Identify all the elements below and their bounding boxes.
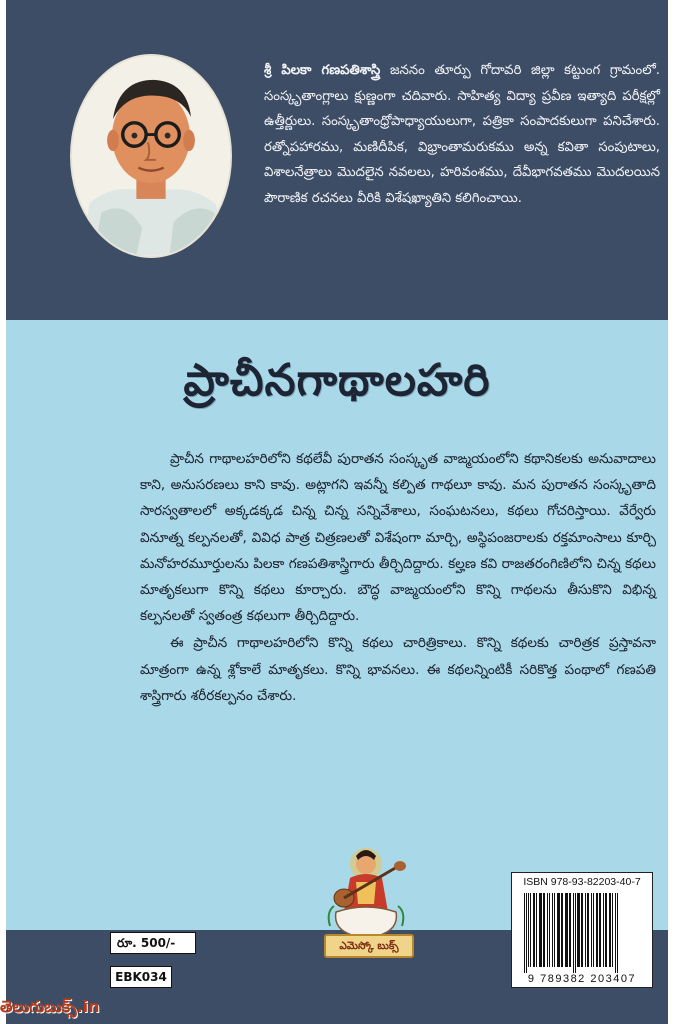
barcode-bar bbox=[596, 893, 598, 967]
barcode-bar bbox=[612, 893, 613, 967]
barcode-bar bbox=[539, 893, 542, 967]
barcode-bar bbox=[609, 893, 611, 967]
barcode-bar bbox=[524, 893, 525, 973]
barcode-bar bbox=[617, 893, 618, 973]
author-name: శ్రీ పిలకా గణపతిశాస్త్రి bbox=[264, 63, 381, 78]
barcode-icon bbox=[522, 893, 644, 973]
catalog-code: EBK034 bbox=[110, 966, 172, 988]
price-tag: రూ. 500/- bbox=[110, 932, 196, 954]
barcode-bar bbox=[561, 893, 563, 967]
site-watermark: తెలుగుబుక్స్.in bbox=[0, 997, 100, 1016]
barcode bbox=[522, 893, 644, 973]
bio-line: అన్న కవితా సంపుటాలు, విశాలనేత్రాలు మొదలైన నవలలు, bbox=[264, 139, 660, 181]
barcode-bar bbox=[530, 893, 531, 967]
isbn-label: ISBN 978-93-82203-40-7 bbox=[523, 876, 641, 888]
barcode-bar bbox=[587, 893, 589, 967]
barcode-bar bbox=[565, 893, 568, 967]
isbn-digits: 9 789382 203407 bbox=[527, 973, 637, 985]
barcode-bar bbox=[547, 893, 548, 967]
bio-line: రచనలు వీరికి విశేషఖ్యాతిని కలిగించాయి. bbox=[311, 190, 522, 206]
barcode-bar bbox=[557, 893, 560, 967]
isbn-barcode-box bbox=[511, 872, 653, 988]
author-portrait-icon bbox=[72, 56, 230, 256]
bio-line: కట్టుంగ గ్రామంలో. సంస్కృతాంగ్లాలు క్షుణ్ణంగా చదివారు. bbox=[264, 63, 660, 104]
barcode-bar bbox=[543, 893, 545, 967]
barcode-bar bbox=[575, 893, 576, 973]
barcode-bar bbox=[554, 893, 555, 967]
barcode-bar bbox=[536, 893, 537, 967]
barcode-bar bbox=[581, 893, 583, 967]
barcode-bar bbox=[573, 893, 574, 973]
barcode-bar bbox=[605, 893, 607, 967]
blurb-paragraph: ప్రాచీన గాథాలహరిలోని కథలేవీ పురాతన సంస్కృత వాఙ్మయంలోని కథానికలకు అనువాదాలు కాని, అనుసరణలు కాని కావు. అట్లాగని ఇవన్నీ కల్పిత గాథలూ కావు. మన పురాతన సంస్కృతాది సారస్వతాలలో అక్కడక్కడ చిన్న చిన్న సన్నివేశాలు, సంఘటనలు, కథలు గోచరిస్తాయి. వేర్వేరు వినూత్న కల్పనలతో, వివిధ పాత్ర చిత్రణలతో విశేషంగా మార్చి, అస్థిపంజరాలకు రక్తమాంసాలు కూర్చి మనోహరమూర్తులను పిలకా గణపతిశాస్త్రిగారు తీర్చిదిద్దారు. కల్హణ కవి రాజతరంగిణిలోని చిన్న కథలు మాతృకలుగా కొన్ని కథలు కూర్చారు. బౌద్ధ వాఙ్మయంలోని కొన్ని గాథలను తీసుకొని విభిన్న కల్పనలతో స్వతంత్ర కథలుగా తీర్చిదిద్దారు. bbox=[140, 451, 656, 625]
bio-line: సాహిత్య విద్యా ప్రవీణ ఇత్యాది పరీక్షల్లో ఉత్తీర్ణులు. bbox=[264, 88, 660, 130]
barcode-bar bbox=[615, 893, 616, 973]
author-bio bbox=[264, 58, 660, 212]
barcode-bar bbox=[552, 893, 553, 967]
barcode-bar bbox=[599, 893, 601, 967]
barcode-bar bbox=[585, 893, 586, 967]
barcode-bar bbox=[569, 893, 571, 967]
barcode-bar bbox=[528, 893, 529, 967]
barcode-bar bbox=[549, 893, 550, 967]
barcode-bar bbox=[526, 893, 527, 973]
blurb-paragraph: ఈ ప్రాచీన గాథాలహరిలోని కొన్ని కథలు చారిత్రికాలు. కొన్ని కథలకు చారిత్రక ప్రస్తావనా మాత్రంగా ఉన్న శ్లోకాలే మాతృకలు. కొన్ని భావనలు. ఈ కథలన్నింటికీ సరికొత్త పంథాలో గణపతి శాస్త్రిగారు శరీరకల్పనం చేశారు. bbox=[140, 635, 656, 704]
publisher-name: ఎమెస్కో బుక్స్ bbox=[324, 934, 414, 958]
bio-line: సంస్కృతాంధ్రోపాధ్యాయులుగా, పత్రికా సంపాదకులుగా bbox=[321, 114, 597, 130]
barcode-bar bbox=[591, 893, 592, 967]
bio-line: హరివంశము, దేవీభాగవతము మొదలయిన పౌరాణిక bbox=[264, 165, 660, 206]
back-cover bbox=[6, 0, 668, 1024]
book-blurb bbox=[140, 446, 656, 709]
barcode-bar bbox=[533, 893, 535, 967]
barcode-bar bbox=[593, 893, 594, 967]
bio-line: పనిచేశారు. రత్నోపహారము, మణిదీపిక, విభ్రాంతామరుకము bbox=[264, 114, 660, 155]
bio-line: జననం తూర్పు గోదావరి జిల్లా bbox=[380, 63, 555, 78]
book-title: ప్రాచీనగాథాలహరి bbox=[183, 355, 491, 406]
author-portrait bbox=[70, 54, 232, 258]
barcode-bar bbox=[603, 893, 604, 967]
barcode-bar bbox=[577, 893, 580, 967]
